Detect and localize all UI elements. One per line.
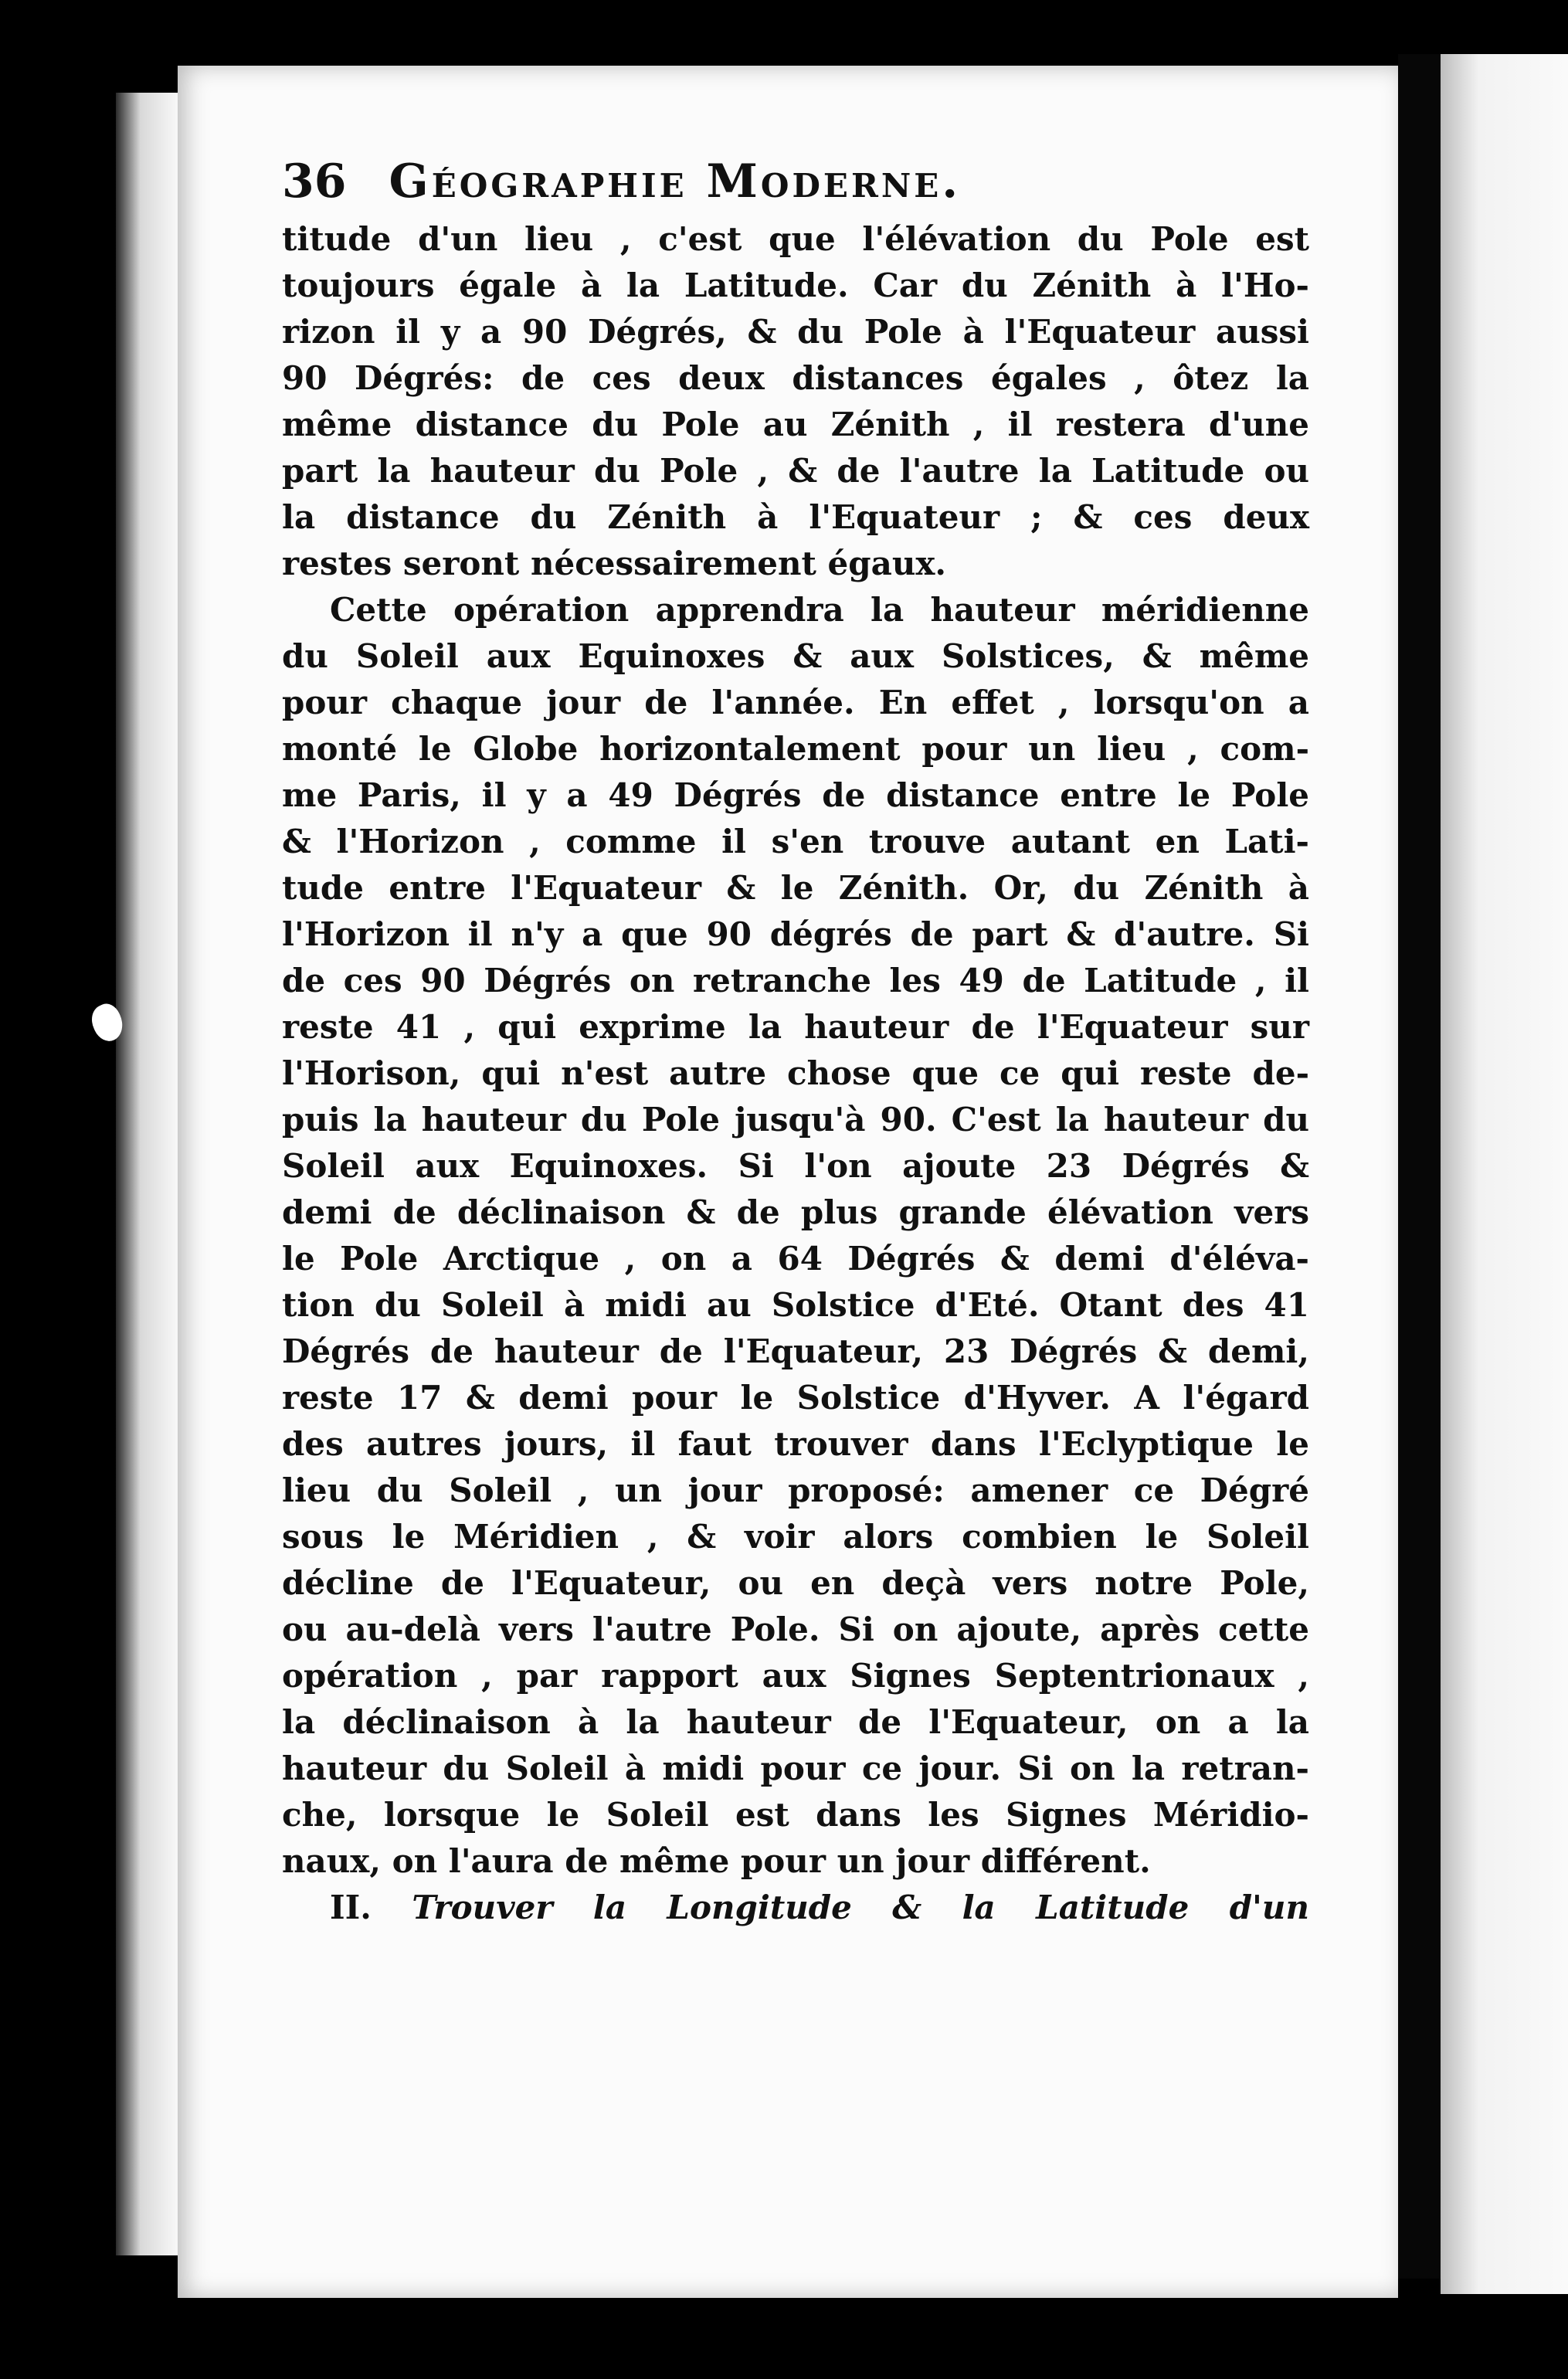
text-line: lieu du Soleil , un jour proposé: amener ce Dégré (282, 1471, 1309, 1509)
text-line: part la hauteur du Pole , & de l'autre la Latitude ou (282, 452, 1309, 490)
paragraph-1 (282, 216, 1309, 587)
text-line: la distance du Zénith à l'Equateur ; & ces deux (282, 498, 1309, 536)
text-line: le Pole Arctique , on a 64 Dégrés & demi d'éléva- (282, 1240, 1309, 1278)
text-line: l'Horison, qui n'est autre chose que ce qui reste de- (282, 1054, 1309, 1092)
text-line: me Paris, il y a 49 Dégrés de distance entre le Pole (282, 776, 1309, 814)
text-body (282, 216, 1309, 1931)
page-left-edge (116, 93, 185, 2255)
text-line: Soleil aux Equinoxes. Si l'on ajoute 23 Dégrés & (282, 1147, 1309, 1185)
text-line: demi de déclinaison & de plus grande élévation vers (282, 1193, 1309, 1231)
book-page (178, 66, 1398, 2298)
text-line: sous le Méridien , & voir alors combien le Soleil (282, 1518, 1309, 1556)
text-line: la déclinaison à la hauteur de l'Equateur, on a la (282, 1703, 1309, 1741)
text-line: hauteur du Soleil à midi pour ce jour. Si on la retran- (282, 1749, 1309, 1787)
text-line: l'Horizon il n'y a que 90 dégrés de part & d'autre. Si (282, 915, 1309, 953)
text-line: tion du Soleil à midi au Solstice d'Eté. Otant des 41 (282, 1286, 1309, 1324)
text-line: & l'Horizon , comme il s'en trouve autant en Lati- (282, 823, 1309, 860)
text-line: Cette opération apprendra la hauteur méridienne (330, 591, 1309, 629)
section-heading-line (282, 1885, 1309, 1931)
text-line: puis la hauteur du Pole jusqu'à 90. C'est la hauteur du (282, 1101, 1309, 1139)
running-title: Géographie Moderne. (389, 154, 962, 209)
text-line: même distance du Pole au Zénith , il restera d'une (282, 406, 1309, 443)
text-line: pour chaque jour de l'année. En effet , lorsqu'on a (282, 684, 1309, 721)
text-line: rizon il y a 90 Dégrés, & du Pole à l'Equateur aussi (282, 313, 1309, 351)
book-gutter (1398, 54, 1441, 2279)
text-line: des autres jours, il faut trouver dans l'Eclyptique le (282, 1425, 1309, 1463)
next-page-edge (1441, 54, 1568, 2294)
text-line: reste 41 , qui exprime la hauteur de l'Equateur sur (282, 1008, 1309, 1046)
text-line: Dégrés de hauteur de l'Equateur, 23 Dégrés & demi, (282, 1332, 1309, 1370)
text-line: de ces 90 Dégrés on retranche les 49 de Latitude , il (282, 962, 1309, 999)
text-line: monté le Globe horizontalement pour un lieu , com- (282, 730, 1309, 768)
text-line: du Soleil aux Equinoxes & aux Solstices, & même (282, 637, 1309, 675)
text-line: reste 17 & demi pour le Solstice d'Hyver. A l'égard (282, 1379, 1309, 1417)
text-line: titude d'un lieu , c'est que l'élévation du Pole est (282, 220, 1309, 258)
text-line: tude entre l'Equateur & le Zénith. Or, du Zénith à (282, 869, 1309, 907)
page-header (282, 154, 1302, 220)
text-line: opération , par rapport aux Signes Septentrionaux , (282, 1657, 1309, 1695)
section-number: II. (330, 1889, 372, 1926)
text-line: restes seront nécessairement égaux. (282, 545, 947, 582)
text-line: che, lorsque le Soleil est dans les Signes Méridio- (282, 1796, 1309, 1834)
paragraph-2 (282, 587, 1309, 1885)
page-number: 36 (282, 154, 347, 209)
text-line: 90 Dégrés: de ces deux distances égales , ôtez la (282, 359, 1309, 397)
text-line: toujours égale à la Latitude. Car du Zénith à l'Ho- (282, 266, 1309, 304)
section-heading (282, 1885, 1309, 1931)
text-line: décline de l'Equateur, ou en deçà vers notre Pole, (282, 1564, 1309, 1602)
text-line: naux, on l'aura de même pour un jour différent. (282, 1842, 1151, 1880)
text-line: ou au-delà vers l'autre Pole. Si on ajoute, après cette (282, 1610, 1309, 1648)
section-title: Trouver la Longitude & la Latitude d'un (412, 1889, 1309, 1926)
